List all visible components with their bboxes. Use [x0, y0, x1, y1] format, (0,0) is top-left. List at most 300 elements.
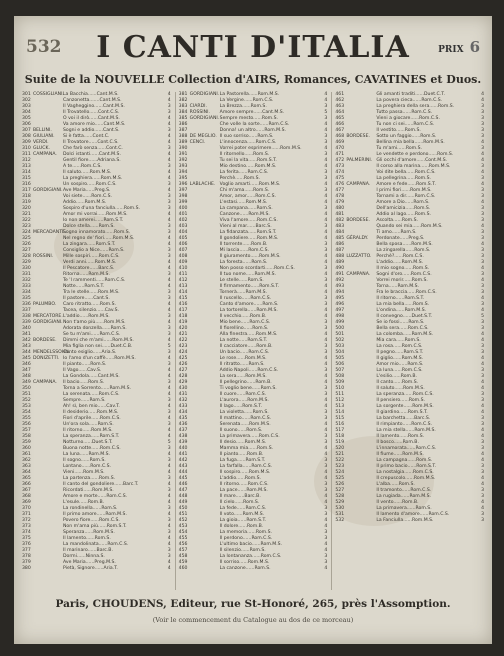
- entry-title: La primavera......Rom.C.S.: [219, 434, 280, 439]
- entry-title: L'aurora......Rom.M.S.: [219, 398, 269, 403]
- entry-price: 3: [324, 140, 328, 145]
- entry-price: 4: [167, 404, 171, 409]
- entry-number: 418: [178, 314, 188, 319]
- entry-title: Non t'amo più......Rom.M.S.: [63, 320, 126, 325]
- entry-price: 3: [324, 392, 328, 397]
- entry-number: 395: [178, 176, 188, 181]
- entry-price: 3: [481, 104, 485, 109]
- entry-number: 400: [178, 206, 188, 211]
- entry-price: 4: [481, 434, 485, 439]
- entry-number: 377: [22, 548, 31, 553]
- entry-number: 406: [178, 242, 188, 247]
- entry-title: Il torrente......Rom.B.: [219, 242, 268, 247]
- entry-number: 473: [335, 164, 345, 169]
- entry-number: 410: [178, 266, 188, 271]
- entry-price: 3: [167, 410, 171, 415]
- entry-title: Il bosco......Rom.B.: [376, 440, 419, 445]
- entry-title: La fidanzata......Rom.S.T.: [219, 230, 277, 235]
- entry-title: Fra le braccia......Rom.C.S.: [376, 290, 437, 295]
- entry-number: 384: [178, 110, 188, 115]
- entry-number: 401: [178, 212, 188, 217]
- entry-number: 503: [335, 344, 345, 349]
- entry-number: 322: [22, 218, 31, 223]
- entry-number: 434: [178, 410, 188, 415]
- entry-number: 368: [22, 494, 31, 499]
- entry-price: 4: [167, 500, 171, 505]
- entry-title: La rondinella......Rom.S.: [63, 506, 118, 511]
- catalog-note: (Voir le commencement du Catalogue au dos de ce morceau): [152, 616, 354, 624]
- entry-composer: LUZZATTO.: [346, 254, 372, 259]
- entry-title: Il sogno......Rom.S.: [63, 458, 106, 463]
- entry-title: Buona notte......Rom.C.S.: [63, 446, 121, 451]
- entry-price: 3: [481, 146, 485, 151]
- entry-title: I primi fiori......Rom.M.S.: [376, 188, 432, 193]
- entry-number: 392: [178, 158, 188, 163]
- entry-title: Il vestito......Rom.S.: [376, 128, 421, 133]
- entry-number: 487: [335, 248, 345, 253]
- entry-price: 4: [167, 434, 171, 439]
- entry-price: 4: [481, 242, 485, 247]
- entry-price: 4: [167, 356, 171, 361]
- entry-title: La campana......Rom.S.: [219, 206, 273, 211]
- entry-title: Il ritorno......Rom.S.T.: [376, 296, 425, 301]
- entry-number: 366: [22, 482, 31, 487]
- entry-number: 306: [22, 122, 31, 127]
- entry-price: 3: [481, 218, 485, 223]
- entry-title: Le rose......Rom.M.S.: [219, 356, 267, 361]
- entry-price: 3: [481, 206, 485, 211]
- entry-price: 3: [324, 458, 328, 463]
- entry-price: 3: [324, 134, 328, 139]
- entry-title: Nel regno de' fiori......Rom.M.S.: [63, 236, 135, 241]
- entry-price: 3: [324, 152, 328, 157]
- entry-price: 3: [167, 182, 171, 187]
- entry-number: 362: [22, 458, 31, 463]
- entry-price: 4: [324, 356, 328, 361]
- entry-title: Io l'amo d'un caffè......Rom.M.S.: [63, 356, 136, 361]
- entry-title: La fuga......Rom.S.T.: [219, 458, 266, 463]
- entry-title: Il saluto......Rom.M.S.: [63, 170, 112, 175]
- entry-price: 3: [324, 530, 328, 535]
- entry-price: 3: [167, 506, 171, 511]
- entry-number: 343: [22, 344, 31, 349]
- entry-composer: VERDI.: [33, 140, 49, 145]
- entry-number: 530: [335, 506, 345, 511]
- entry-price: 4: [324, 374, 328, 379]
- entry-number: 515: [335, 416, 345, 421]
- entry-number: 516: [335, 422, 345, 427]
- entry-title: Mamma mia......Rom.S.: [219, 446, 274, 451]
- entry-number: 330: [22, 266, 31, 271]
- entry-price: 4: [167, 122, 171, 127]
- entry-composer: PALUMBO.: [33, 302, 57, 307]
- entry-composer: PALMERINI.: [346, 158, 373, 163]
- entry-title: Il canto del gondoliere......Barc.T.: [63, 482, 139, 487]
- entry-number: 424: [178, 350, 188, 355]
- entry-title: Amore a Dio......Rom.S.: [376, 200, 430, 205]
- entry-title: Le stelle......Rom.S.: [219, 278, 264, 283]
- entry-title: Un'ora sola......Rom.S.: [63, 422, 114, 427]
- entry-number: 335: [22, 296, 31, 301]
- entry-number: 499: [335, 320, 345, 325]
- catalog-entry: [179, 566, 328, 572]
- entry-number: 326: [22, 242, 31, 247]
- entry-price: 4: [324, 128, 328, 133]
- entry-number: 440: [178, 446, 188, 451]
- entry-number: 373: [22, 524, 31, 529]
- entry-price: 3: [167, 110, 171, 115]
- entry-price: 4: [324, 470, 328, 475]
- entry-title: Mille sospiri......Rom.C.S.: [63, 254, 120, 259]
- entry-price: 4: [481, 92, 485, 97]
- entry-title: Perchè......Rom.S.: [219, 176, 261, 181]
- entry-number: 451: [178, 512, 188, 517]
- catalog-column-3: [331, 92, 484, 590]
- entry-price: 3: [481, 512, 485, 517]
- entry-number: 339: [22, 320, 31, 325]
- entry-price: 4: [324, 260, 328, 265]
- entry-number: 427: [178, 368, 188, 373]
- entry-price: 4: [324, 158, 328, 163]
- entry-price: 3: [481, 230, 485, 235]
- entry-number: 507: [335, 368, 345, 373]
- entry-title: Addio......Rom.M.S.: [63, 200, 107, 205]
- entry-price: 3: [324, 512, 328, 517]
- entry-title: La primavera......Rom.S.: [376, 506, 432, 511]
- entry-composer: ROSSINI.: [189, 110, 210, 115]
- entry-price: 3: [324, 104, 328, 109]
- entry-composer: MERCATORE.: [33, 314, 63, 319]
- entry-title: Ave Maria......Preg.S.: [63, 188, 111, 193]
- price-value: 6: [469, 38, 480, 56]
- entry-price: 4: [167, 566, 171, 571]
- entry-title: Il primo bacio......Rom.S.T.: [376, 464, 437, 469]
- entry-title: La lontananza......Rom.C.S.: [219, 554, 282, 559]
- entry-price: 3: [167, 488, 171, 493]
- entry-title: Il pianto......Rom.S.: [63, 362, 107, 367]
- entry-price: 3: [167, 362, 171, 367]
- entry-title: Le vendette e perdono......Rom.S.: [376, 152, 454, 157]
- entry-number: 454: [178, 530, 188, 535]
- entry-price: 3: [167, 332, 171, 337]
- entry-title: La serenata......Rom.C.S.: [63, 392, 120, 397]
- entry-price: 3: [167, 446, 171, 451]
- entry-number: 527: [335, 488, 345, 493]
- entry-number: 489: [335, 260, 345, 265]
- entry-title: Speranza......Rom.M.S.: [63, 530, 115, 535]
- entry-price: 3: [481, 290, 485, 295]
- entry-title: Adorata donzella......Rom.S.: [63, 326, 127, 331]
- entry-title: A te......Rom.C.S.: [63, 164, 102, 169]
- entry-number: 501: [335, 332, 345, 337]
- entry-title: L'estasi......Rom.M.S.: [219, 200, 268, 205]
- entry-price: 4: [167, 152, 171, 157]
- entry-price: 3: [324, 296, 328, 301]
- entry-price: 3: [481, 236, 485, 241]
- entry-title: Povero fiore......Rom.C.S.: [63, 518, 120, 523]
- entry-price: 4: [481, 266, 485, 271]
- entry-number: 519: [335, 440, 345, 445]
- entry-title: Canto d'amore......Rom.S.: [219, 302, 279, 307]
- entry-price: 4: [324, 200, 328, 205]
- entry-price: 3: [324, 440, 328, 445]
- entry-price: 3: [324, 554, 328, 559]
- entry-title: Il Vago......Cav.S.: [63, 368, 102, 373]
- price: [438, 38, 480, 56]
- entry-price: 4: [481, 278, 485, 283]
- entry-price: 3: [167, 422, 171, 427]
- entry-price: 3: [481, 470, 485, 475]
- entry-number: 464: [335, 110, 345, 115]
- entry-title: Alla finestra......Rom.M.S.: [219, 332, 278, 337]
- entry-number: 413: [178, 284, 188, 289]
- entry-number: 319: [22, 200, 31, 205]
- entry-number: 433: [178, 404, 188, 409]
- entry-price: 4: [167, 158, 171, 163]
- entry-title: La rugiada......Rom.M.S.: [376, 494, 432, 499]
- entry-title: La canzone......Rom.S.: [219, 566, 271, 571]
- entry-number: 307: [22, 128, 31, 133]
- entry-title: Il voto......Rom.M.S.: [219, 512, 265, 517]
- entry-title: Il giglio......Rom.M.S.: [376, 356, 424, 361]
- entry-title: Il pegno......Rom.S.T.: [376, 350, 424, 355]
- entry-title: Sospiro d'una fanciulla......Rom.S.: [63, 206, 140, 211]
- entry-price: 3: [167, 476, 171, 481]
- entry-number: 425: [178, 356, 188, 361]
- catalog-entry: [335, 518, 484, 524]
- entry-number: 370: [22, 506, 31, 511]
- entry-number: 441: [178, 452, 188, 457]
- entry-title: Il lamento......Rom.S.: [63, 536, 111, 541]
- entry-title: Il tramonto......Rom.C.S.: [376, 488, 432, 493]
- entry-title: La mia bella......Rom.S.: [376, 302, 430, 307]
- entry-number: 302: [22, 98, 31, 103]
- entry-title: La pellegrina......Rom.S.: [376, 176, 431, 181]
- entry-title: Il corso alla marina......Rom.M.S.: [376, 164, 451, 169]
- entry-composer: MENDELSSOHN.: [33, 350, 71, 355]
- entry-price: 4: [481, 158, 485, 163]
- catalog-column-1: [22, 92, 171, 590]
- entry-number: 443: [178, 464, 188, 469]
- entry-number: 463: [335, 104, 345, 109]
- entry-price: 4: [324, 182, 328, 187]
- entry-composer: BORDESE.: [346, 134, 370, 139]
- entry-price: 4: [324, 422, 328, 427]
- entry-number: 508: [335, 374, 345, 379]
- entry-price: 4: [324, 194, 328, 199]
- entry-number: 450: [178, 506, 188, 511]
- entry-title: Il fiume......Rom.M.S.: [376, 452, 424, 457]
- entry-number: 528: [335, 494, 345, 499]
- entry-number: 431: [178, 392, 188, 397]
- entry-price: 4: [481, 410, 485, 415]
- entry-title: Il lamento d'amore......Rom.C.S.: [376, 512, 450, 517]
- entry-title: La colomba......Rom.M.S.: [376, 332, 434, 337]
- entry-price: 3: [167, 194, 171, 199]
- entry-composer: [190, 566, 220, 572]
- entry-composer: [33, 566, 63, 572]
- entry-title: La mandolinata......Rom.C.S.: [63, 542, 129, 547]
- entry-price: 4: [167, 524, 171, 529]
- entry-number: 342: [22, 338, 31, 343]
- entry-title: Canzone......Rom.M.S.: [219, 212, 270, 217]
- entry-number: 436: [178, 422, 188, 427]
- entry-title: Il fiorellino......Rom.S.: [219, 326, 269, 331]
- entry-number: 352: [22, 398, 31, 403]
- entry-number: 439: [178, 440, 188, 445]
- entry-price: 4: [481, 476, 485, 481]
- entry-number: 438: [178, 434, 188, 439]
- entry-title: Il desio......Rom.M.S.: [219, 440, 267, 445]
- entry-number: 525: [335, 476, 345, 481]
- page-subtitle: Suite de la NOUVELLE Collection d'AIRS, Romances, CAVATINES et Duos.: [24, 73, 482, 86]
- entry-number: 417: [178, 308, 188, 313]
- entry-price: 3: [481, 254, 485, 259]
- entry-title: Un bacio......Rom.C.S.: [219, 350, 270, 355]
- entry-title: Amor mio......Rom.S.: [376, 362, 424, 367]
- entry-title: Va amore mio......Cant.M.S.: [63, 122, 126, 127]
- entry-title: Il giardino......Rom.S.T.: [376, 410, 428, 415]
- entry-price: 4: [167, 212, 171, 217]
- entry-price: 4: [167, 494, 171, 499]
- entry-number: 344: [22, 350, 31, 355]
- entry-title: Verdi anni......Rom.M.S.: [63, 260, 117, 265]
- entry-number: 349: [22, 380, 31, 385]
- entry-title: Dell'amicizia......Rom.S.: [376, 206, 431, 211]
- entry-price: 4: [167, 170, 171, 175]
- entry-price: 4: [324, 428, 328, 433]
- entry-price: 4: [167, 302, 171, 307]
- entry-number: 308: [22, 134, 31, 139]
- entry-title: L'esule......Rom.B.: [63, 500, 105, 505]
- entry-title: La luna......Rom.C.S.: [376, 368, 423, 373]
- entry-price: 3: [324, 224, 328, 229]
- entry-price: 3: [324, 320, 328, 325]
- entry-price: 5: [167, 344, 171, 349]
- entry-number: 348: [22, 374, 31, 379]
- entry-number: 437: [178, 428, 188, 433]
- entry-price: 3: [481, 122, 485, 127]
- music-sheet-cover: [14, 16, 492, 644]
- entry-title: Voglio amarti......Rom.M.S.: [219, 182, 281, 187]
- entry-title: Torna......Rom.M.S.: [376, 284, 420, 289]
- entry-number: 312: [22, 158, 31, 163]
- entry-number: 389: [178, 140, 188, 145]
- entry-price: 3: [324, 416, 328, 421]
- entry-price: 3: [481, 422, 485, 427]
- entry-title: Il pastore......Cant.S.: [63, 296, 110, 301]
- entry-number: 321: [22, 212, 31, 217]
- entry-title: Non posso scordarti......Rom.C.S.: [219, 266, 295, 271]
- entry-price: 4: [167, 260, 171, 265]
- entry-title: Addio Napoli......Rom.C.S.: [219, 368, 279, 373]
- entry-title: Gli occhi d'amore......Cont.M.S.: [376, 158, 448, 163]
- entry-price: 4: [481, 506, 485, 511]
- entry-number: 421: [178, 332, 188, 337]
- entry-title: L'ondina......Rom.M.S.: [376, 308, 427, 313]
- entry-title: Il saluto......Rom.M.S.: [376, 386, 425, 391]
- entry-price: 3: [167, 458, 171, 463]
- entry-price: 4: [167, 308, 171, 313]
- entry-price: 4: [324, 566, 328, 571]
- entry-number: 391: [178, 152, 188, 157]
- entry-title: Il ritorno......Rom.M.S.: [63, 428, 113, 433]
- entry-number: 484: [335, 230, 345, 235]
- entry-title: Il convegno......Duet.S.T.: [376, 314, 433, 319]
- entry-number: 393: [178, 164, 188, 169]
- entry-number: 517: [335, 428, 345, 433]
- entry-title: Dormi......Ninna.S.: [63, 554, 105, 559]
- entry-title: Vieni al mar......Barc.S.: [219, 224, 272, 229]
- catalog-entry: [22, 566, 171, 572]
- entry-composer: GÉRALDY.: [346, 236, 369, 241]
- entry-title: Voi dite bella......Rom.C.S.: [376, 170, 436, 175]
- entry-number: 317: [22, 188, 31, 193]
- entry-title: Il bacio......Rom.S.: [63, 380, 105, 385]
- entry-price: 4: [324, 518, 328, 523]
- entry-number: 314: [22, 170, 31, 175]
- entry-number: 506: [335, 362, 345, 367]
- entry-title: La pace......Rom.M.S.: [219, 488, 268, 493]
- entry-price: 4: [167, 470, 171, 475]
- entry-number: 369: [22, 500, 31, 505]
- entry-price: 4: [324, 92, 328, 97]
- entry-title: Il rimpianto......Rom.C.S.: [376, 422, 433, 427]
- entry-composer: COSSIGLIANI.: [33, 92, 64, 97]
- entry-price: 4: [167, 134, 171, 139]
- entry-number: 390: [178, 146, 188, 151]
- entry-number: 472: [335, 158, 345, 163]
- entry-title: Il Pescatore......Barc.S.: [63, 266, 115, 271]
- entry-composer: CIARDI.: [189, 104, 207, 109]
- entry-number: 304: [22, 110, 31, 115]
- entry-title: Il crepuscolo......Rom.M.S.: [376, 476, 436, 481]
- entry-price: 4: [481, 362, 485, 367]
- entry-price: 3: [324, 206, 328, 211]
- entry-number: 511: [335, 392, 345, 397]
- entry-title: La partenza......Rom.S.: [63, 476, 116, 481]
- entry-number: 488: [335, 254, 345, 259]
- entry-number: 452: [178, 518, 188, 523]
- entry-price: 3: [167, 380, 171, 385]
- entry-title: Caro ritratto......Rom.S.: [63, 302, 116, 307]
- entry-price: 4: [324, 290, 328, 295]
- entry-number: 420: [178, 326, 188, 331]
- entry-composer: [346, 518, 376, 524]
- entry-number: 532: [335, 518, 345, 523]
- entry-title: La speranza......Rom.C.S.: [376, 392, 434, 397]
- entry-price: 4: [324, 524, 328, 529]
- entry-price: 4: [481, 428, 485, 433]
- entry-price: 4: [167, 140, 171, 145]
- entry-number: 492: [335, 278, 345, 283]
- entry-number: 526: [335, 482, 345, 487]
- entry-title: Ave Maria......Preg.M.S.: [63, 560, 116, 565]
- entry-title: Il sorriso......Rom.M.S.: [219, 560, 270, 565]
- entry-number: 457: [178, 548, 188, 553]
- entry-title: Notte......Rom.S.T.: [63, 284, 105, 289]
- entry-title: Il dolore......Rom.B.: [219, 524, 264, 529]
- entry-price: 3: [167, 326, 171, 331]
- entry-price: 3: [167, 548, 171, 553]
- entry-number: 379: [22, 560, 31, 565]
- entry-price: 4: [324, 164, 328, 169]
- entry-number: 318: [22, 194, 31, 199]
- entry-number: 357: [22, 428, 31, 433]
- entry-price: 4: [481, 308, 485, 313]
- entry-composer: CENCI.: [189, 140, 206, 145]
- entry-title: L'addio......Rom.S.: [219, 476, 262, 481]
